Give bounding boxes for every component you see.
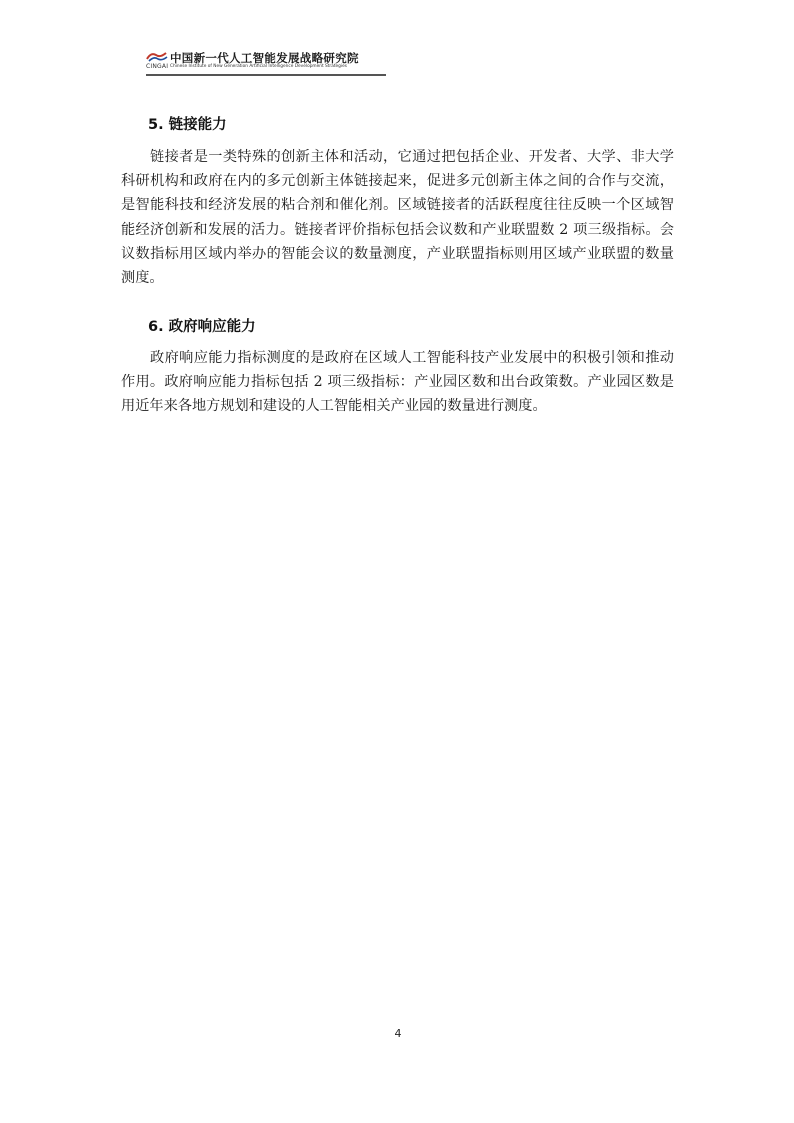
page-number: 4 [394, 1027, 402, 1040]
header-title: 中国新一代人工智能发展战略研究院 [170, 51, 359, 65]
logo-mark-icon [146, 51, 168, 63]
institute-logo [146, 50, 168, 72]
section-heading-linking: 5. 链接能力 [148, 117, 227, 133]
header-divider [146, 74, 386, 76]
section-body-linking: 链接者是一类特殊的创新主体和活动，它通过把包括企业、开发者、大学、非大学科研机构和政府在内的多元创新主体链接起来，促进多元创新主体之间的合作与交流，是智能科技和经济发展的粘合剂和催化剂。区域链接者的活跃程度往往反映一个区域智能经济创新和发展的活力。链接者评价指标包括会议数和产业联盟数 2 项三级指标。会议数指标用区域内举办的智能会议的数量测度，产业联盟指标则用区域产业联盟的数量测度。 [121, 149, 674, 287]
section-body-government: 政府响应能力指标测度的是政府在区域人工智能科技产业发展中的积极引领和推动作用。政府响应能力指标包括 2 项三级指标：产业园区数和出台政策数。产业园区数是用近年来各地方规划和建设的人工智能相关产业园的数量进行测度。 [121, 350, 674, 415]
header-subtitle: Chinese Institute of New Generation Artificial Intelligence Development Strategies [170, 64, 347, 69]
section-heading-government: 6. 政府响应能力 [148, 319, 256, 335]
logo-text: CINGAI [146, 63, 169, 70]
page-header [146, 50, 386, 76]
